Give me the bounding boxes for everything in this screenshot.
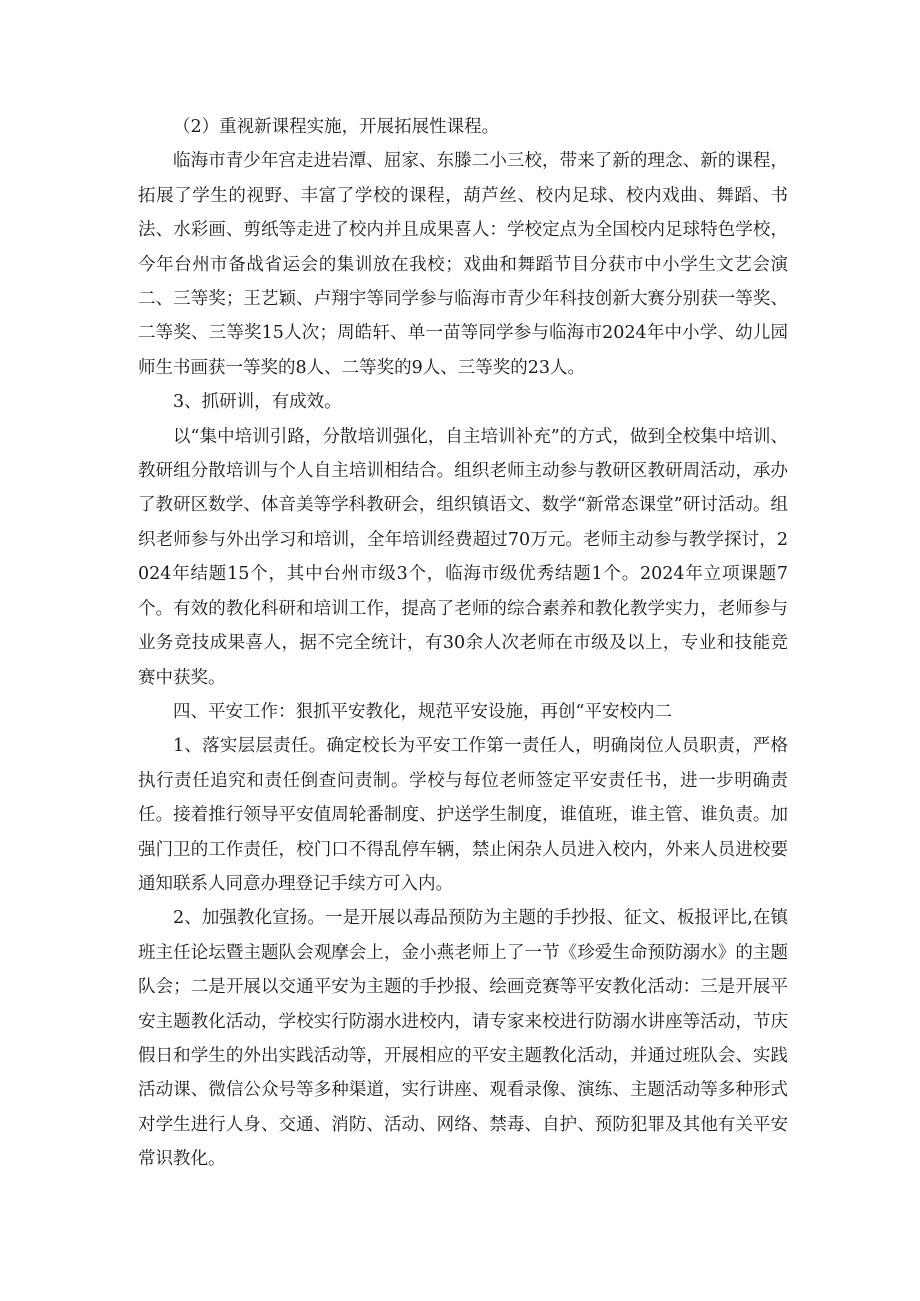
- paragraph-training: 以“集中培训引路，分散培训强化，自主培训补充”的方式，做到全校集中培训、教研组分散培训与个人自主培训相结合。组织老师主动参与教研区教研周活动，承办了教研区数学、体音美等学科教研会，组织镇语文、数学“新常态课堂”研讨活动。组织老师参与外出学习和培训，全年培训经费超过70万元。老师主动参与教学探讨，2024年结题15个，其中台州市级3个，临海市级优秀结题1个。2024年立项课题7个。有效的教化科研和培训工作，提高了老师的综合素养和教化教学实力，老师参与业务竞技成果喜人，据不完全统计，有30余人次老师在市级及以上，专业和技能竞赛中获奖。: [138, 426, 788, 688]
- paragraph-youth-palace: 临海市青少年宫走进岩潭、屈家、东滕二小三校，带来了新的理念、新的课程，拓展了学生的视野、丰富了学校的课程，葫芦丝、校内足球、校内戏曲、舞蹈、书法、水彩画、剪纸等走进了校内并且成果喜人：学校定点为全国校内足球特色学校，今年台州市备战省运会的集训放在我校；戏曲和舞蹈节目分获市中小学生文艺会演二、三等奖；王艺颖、卢翔宇等同学参与临海市青少年科技创新大赛分别获一等奖、二等奖、三等奖15人次；周皓轩、单一苗等同学参与临海市2024年中小学、幼儿园师生书画获一等奖的8人、二等奖的9人、三等奖的23人。: [138, 151, 788, 378]
- paragraph-course-heading: （2）重视新课程实施，开展拓展性课程。: [173, 117, 500, 137]
- paragraph-safety-heading: 四、平安工作：狠抓平安教化，规范平安设施，再创“平安校内二: [173, 701, 672, 722]
- document-body: [138, 110, 788, 1177]
- paragraph-research-heading: 3、抓研训，有成效。: [173, 392, 342, 413]
- paragraph-publicity: 2、加强教化宣扬。一是开展以毒品预防为主题的手抄报、征文、板报评比,在镇班主任论坛暨主题队会观摩会上，金小燕老师上了一节《珍爱生命预防溺水》的主题队会；二是开展以交通平安为主题的手抄报、绘画竞赛等平安教化活动：三是开展平安主题教化活动，学校实行防溺水进校内，请专家来校进行防溺水讲座等活动，节庆假日和学生的外出实践活动等，开展相应的平安主题教化活动，并通过班队会、实践活动课、微信公众号等多种渠道，实行讲座、观看录像、演练、主题活动等多种形式对学生进行人身、交通、消防、活动、网络、禁毒、自护、预防犯罪及其他有关平安常识教化。: [138, 908, 788, 1170]
- paragraph-responsibility: 1、落实层层责任。确定校长为平安工作第一责任人，明确岗位人员职责，严格执行责任追究和责任倒查问责制。学校与每位老师签定平安责任书，进一步明确责任。接着推行领导平安值周轮番制度、护送学生制度，谁值班，谁主管、谁负责。加强门卫的工作责任，校门口不得乱停车辆，禁止闲杂人员进入校内，外来人员进校要通知联系人同意办理登记手续方可入内。: [138, 736, 788, 894]
